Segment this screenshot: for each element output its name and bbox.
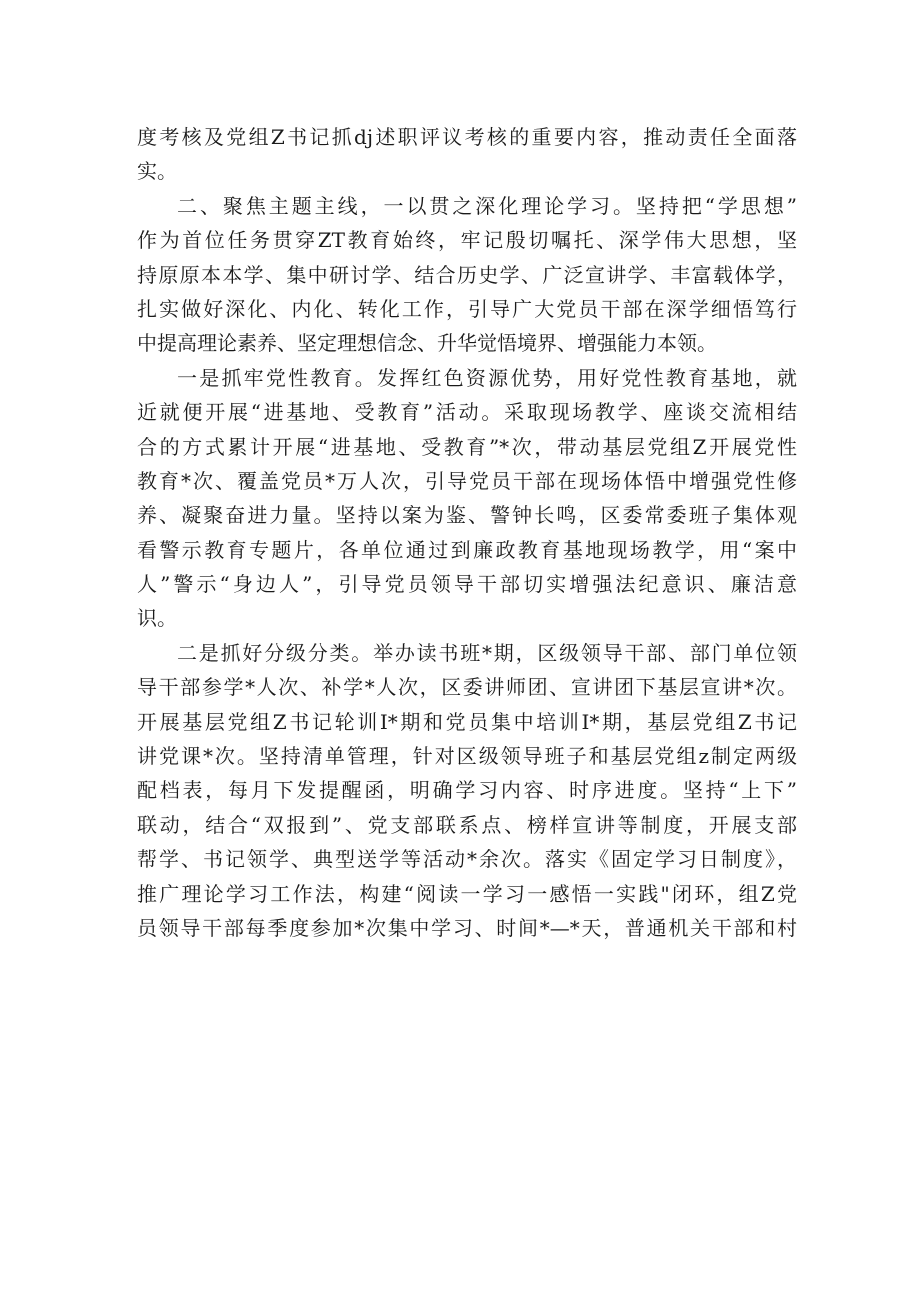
text-line: 养、凝聚奋进力量。坚持以案为鉴、警钟长鸣，区委常委班子集体观 <box>137 503 797 528</box>
text-line: 帮学、书记领学、典型送学等活动*余次。落实《固定学习日制度》， <box>137 847 797 872</box>
paragraph-start-line: 二是抓好分级分类。举办读书班*期，区级领导干部、部门单位领 <box>177 640 797 665</box>
text-line: 教育*次、覆盖党员*万人次，引导党员干部在现场体悟中增强党性修 <box>137 468 797 493</box>
body-text <box>137 120 797 945</box>
text-line: 配档表，每月下发提醒函，明确学习内容、时序进度。坚持“上下” <box>137 778 797 803</box>
text-line: 导干部参学*人次、补学*人次，区委讲师团、宣讲团下基层宣讲*次。 <box>137 675 797 700</box>
text-line: 识。 <box>137 606 177 631</box>
text-line: 实。 <box>137 159 177 184</box>
text-line: 推广理论学习工作法，构建“阅读一学习一感悟一实践"闭环，组Z党 <box>137 881 797 906</box>
text-line: 合的方式累计开展“进基地、受教育”*次，带动基层党组Z开展党性 <box>137 434 797 459</box>
text-line: 度考核及党组Z书记抓dj述职评议考核的重要内容，推动责任全面落 <box>137 125 797 149</box>
text-line: 扎实做好深化、内化、转化工作，引导广大党员干部在深学细悟笃行 <box>137 296 797 321</box>
text-line: 作为首位任务贯穿ZT教育始终，牢记殷切嘱托、深学伟大思想，坚 <box>137 228 797 253</box>
text-line: 开展基层党组Z书记轮训I*期和党员集中培训I*期，基层党组Z书记 <box>137 709 797 734</box>
text-line: 员领导干部每季度参加*次集中学习、时间*—*天，普通机关干部和村 <box>137 915 797 940</box>
text-line: 中提高理论素养、坚定理想信念、升华觉悟境界、增强能力本领。 <box>137 331 717 356</box>
text-line: 看警示教育专题片，各单位通过到廉政教育基地现场教学，用“案中 <box>137 537 797 562</box>
text-line: 持原原本本学、集中研讨学、结合历史学、广泛宣讲学、丰富载体学， <box>137 262 797 287</box>
section-heading-line: 二、聚焦主题主线，一以贯之深化理论学习。坚持把“学思想” <box>177 193 797 218</box>
text-line: 联动，结合“双报到”、党支部联系点、榜样宣讲等制度，开展支部 <box>137 812 797 837</box>
paragraph-start-line: 一是抓牢党性教育。发挥红色资源优势，用好党性教育基地，就 <box>177 365 797 390</box>
text-line: 讲党课*次。坚持清单管理，针对区级领导班子和基层党组z制定两级 <box>137 744 797 769</box>
text-line: 近就便开展“进基地、受教育”活动。采取现场教学、座谈交流相结 <box>137 400 797 425</box>
text-line: 人”警示“身边人”，引导党员领导干部切实增强法纪意识、廉洁意 <box>137 572 797 597</box>
